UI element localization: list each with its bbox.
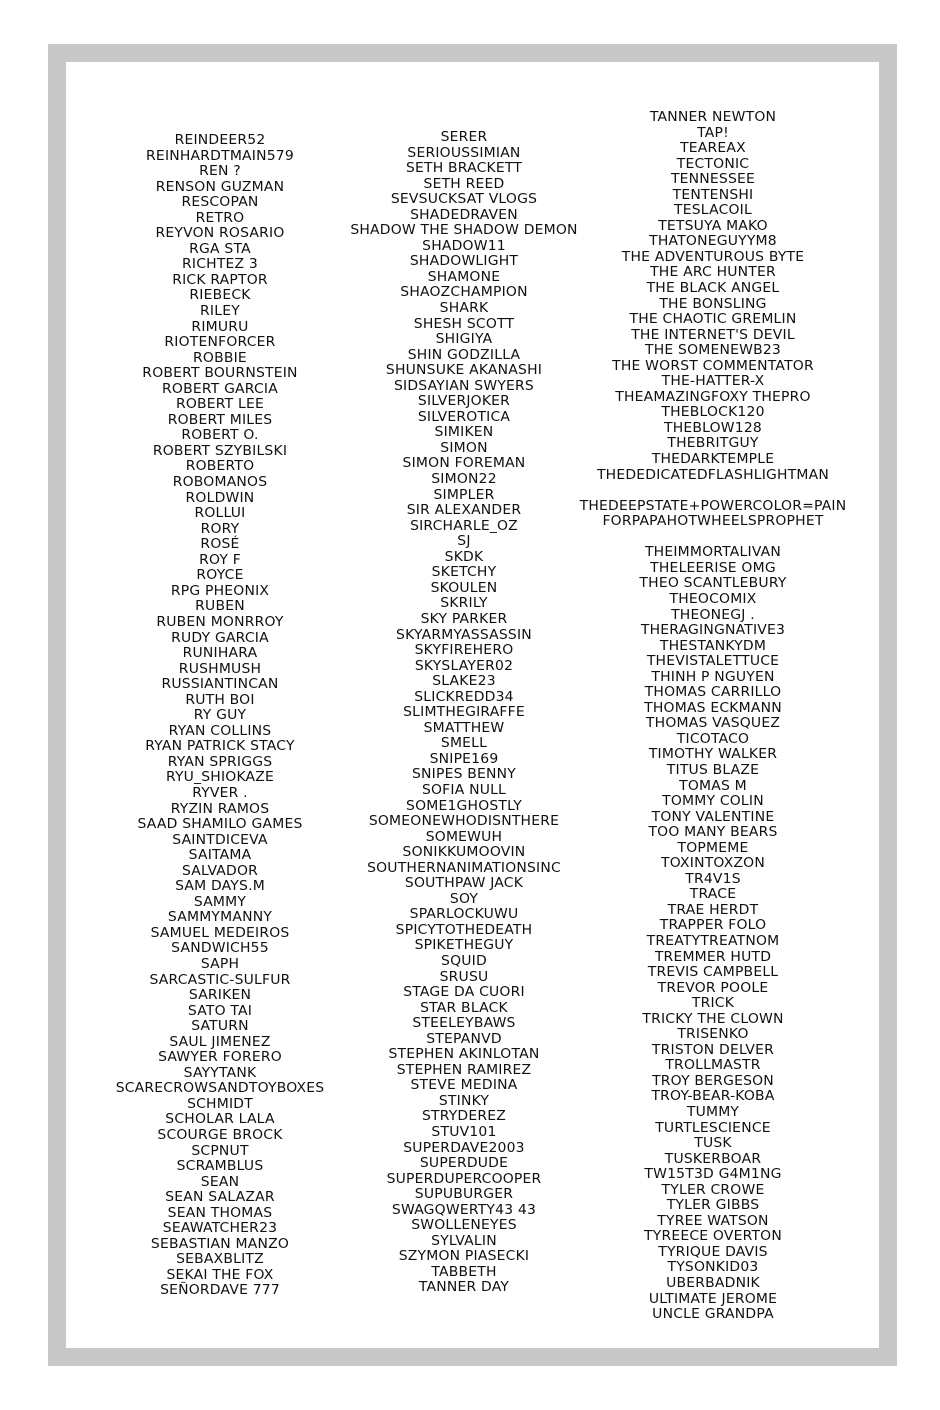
- credit-name: TYLER GIBBS: [666, 1198, 760, 1214]
- credit-name: THE WORST COMMENTATOR: [612, 358, 814, 374]
- credit-name: UBERBADNIK: [666, 1276, 760, 1292]
- credit-name: RUSSIANTINCAN: [161, 677, 279, 693]
- credit-name: THEBRITGUY: [667, 436, 759, 452]
- credit-name: SEAWATCHER23: [162, 1221, 278, 1237]
- credit-name: ROSÉ: [200, 537, 240, 553]
- credit-name: TREVIS CAMPBELL: [647, 965, 779, 981]
- credit-name: TOXINTOXZON: [661, 856, 765, 872]
- credit-name: SEKAI THE FOX: [166, 1267, 274, 1283]
- credit-name: STEPANVD: [426, 1031, 502, 1047]
- credit-name: RILEY: [200, 304, 240, 320]
- credit-name: STINKY: [438, 1093, 490, 1109]
- credit-name: STEELEYBAWS: [412, 1016, 516, 1032]
- credit-name: ULTIMATE JEROME: [648, 1291, 778, 1307]
- credit-name: SCPNUT: [191, 1143, 249, 1159]
- credit-name: SHAMONE: [427, 269, 501, 285]
- credit-name: SKOULEN: [430, 580, 498, 596]
- credit-name: TREMMER HUTD: [654, 949, 772, 965]
- credit-name: SONIKKUMOOVIN: [402, 845, 526, 861]
- credit-name: SAPH: [200, 956, 240, 972]
- credit-name: SLAKE23: [432, 674, 496, 690]
- credit-name: SKYFIREHERO: [414, 643, 514, 659]
- credit-name: RESCOPAN: [181, 195, 259, 211]
- credit-name: TUSK: [694, 1136, 732, 1152]
- credit-name: THEVISTALETTUCE: [646, 654, 780, 670]
- credit-name: THE CHAOTIC GREMLIN: [629, 312, 797, 328]
- credit-name: SHAOZCHAMPION: [400, 285, 528, 301]
- credit-name: SKRILY: [440, 596, 488, 612]
- credit-name: TITUS BLAZE: [666, 762, 760, 778]
- credit-name: SCARECROWSANDTOYBOXES: [115, 1081, 325, 1097]
- credit-name: SAUL JIMENEZ: [169, 1034, 271, 1050]
- credit-name: RIOTENFORCER: [164, 335, 276, 351]
- credit-name: SAAD SHAMILO GAMES: [137, 817, 303, 833]
- credit-name: RYVER .: [192, 785, 248, 801]
- credit-name: SWOLLENEYES: [411, 1218, 517, 1234]
- credit-name: SILVEROTICA: [417, 409, 511, 425]
- credit-name: TONY VALENTINE: [651, 809, 775, 825]
- credit-name: SKYARMYASSASSIN: [396, 627, 532, 643]
- credit-name: SEAN: [200, 1174, 240, 1190]
- credit-name: REINHARDTMAIN579: [146, 148, 294, 164]
- credit-name: SUPERDUDE: [419, 1156, 509, 1172]
- credit-name: THEOCOMIX: [669, 591, 757, 607]
- credit-name: TENTENSHI: [672, 187, 754, 203]
- credit-name: RETRO: [195, 210, 245, 226]
- credit-name: REN ?: [199, 164, 241, 180]
- credit-name: SJ: [457, 534, 471, 550]
- credit-name: THE BLACK ANGEL: [646, 281, 780, 297]
- credit-name: UNCLE GRANDPA: [652, 1307, 774, 1323]
- credit-name: TREATYTREATNOM: [646, 933, 780, 949]
- credit-name: TRAE HERDT: [667, 902, 759, 918]
- credit-name: ROBERTO: [185, 459, 255, 475]
- credit-name: SEÑORDAVE 777: [160, 1283, 280, 1299]
- credit-name: SAITAMA: [188, 848, 252, 864]
- credit-name: RGA STA: [189, 241, 251, 257]
- credit-name: SIMON FOREMAN: [402, 456, 526, 472]
- credit-name: ROYCE: [196, 568, 244, 584]
- credit-name: SAINTDICEVA: [172, 832, 268, 848]
- credit-name: TANNER DAY: [418, 1280, 510, 1296]
- credit-name: SYLVALIN: [431, 1233, 497, 1249]
- credit-name: ROBERT O.: [181, 428, 259, 444]
- credit-name: ROY F: [199, 552, 241, 568]
- credit-name: THEONEGJ .: [671, 607, 755, 623]
- credit-name: TURTLESCIENCE: [655, 1120, 771, 1136]
- credit-name: SHADOW11: [422, 238, 506, 254]
- credit-name: TIMOTHY WALKER: [648, 747, 778, 763]
- credit-name: STEVE MEDINA: [410, 1078, 518, 1094]
- credit-name: SAYYTANK: [183, 1065, 257, 1081]
- credit-name: SHARK: [439, 301, 489, 317]
- credit-name: STEPHEN RAMIREZ: [396, 1062, 532, 1078]
- credit-name: SEVSUCKSAT VLOGS: [390, 192, 538, 208]
- credit-name: SATO TAI: [187, 1003, 253, 1019]
- credit-name: RUDY GARCIA: [171, 630, 269, 646]
- credit-name: SKETCHY: [431, 565, 497, 581]
- credit-name: TREVOR POOLE: [657, 980, 769, 996]
- credits-page: [66, 62, 879, 1348]
- credit-name: TYREE WATSON: [657, 1213, 769, 1229]
- credit-name: SMELL: [440, 736, 488, 752]
- credit-name: SUPUBURGER: [414, 1187, 514, 1203]
- credit-name: THE ADVENTUROUS BYTE: [621, 249, 805, 265]
- credit-name: THOMAS CARRILLO: [644, 685, 782, 701]
- credit-name: SCRAMBLUS: [176, 1159, 264, 1175]
- credit-name: SOME1GHOSTLY: [406, 798, 522, 814]
- credit-name: SNIPES BENNY: [411, 767, 517, 783]
- credit-name: TANNER NEWTON: [649, 110, 777, 125]
- credit-name: SANDWICH55: [171, 941, 269, 957]
- credit-name: TYLER CROWE: [661, 1182, 765, 1198]
- credit-name: STAR BLACK: [420, 1000, 508, 1016]
- credit-name: SMATTHEW: [423, 720, 505, 736]
- credit-name: THE-HATTER-X: [661, 374, 765, 390]
- credit-name: TROY-BEAR-KOBA: [651, 1089, 775, 1105]
- credit-name: SIDSAYIAN SWYERS: [394, 378, 534, 394]
- credit-name: RICHTEZ 3: [182, 257, 258, 273]
- credit-name: SIMON22: [431, 472, 497, 488]
- credit-name: THE SOMENEWB23: [644, 343, 781, 359]
- credit-name: TYRIQUE DAVIS: [658, 1244, 768, 1260]
- credit-name: SEBASTIAN MANZO: [150, 1236, 290, 1252]
- credit-name: ROLLUI: [194, 506, 246, 522]
- credits-column-2: [337, 130, 591, 1296]
- credit-name: SWAGQWERTY43 43: [391, 1202, 537, 1218]
- credit-name: THEIMMORTALIVAN: [644, 545, 782, 561]
- credit-name: RYU_SHIOKAZE: [165, 770, 275, 786]
- credit-name: REYVON ROSARIO: [155, 226, 285, 242]
- credit-name: TYREECE OVERTON: [644, 1229, 782, 1245]
- credit-name: THERAGINGNATIVE3: [640, 623, 786, 639]
- credit-name: TRAPPER FOLO: [659, 918, 767, 934]
- credit-name: TOPMEME: [677, 840, 749, 856]
- credit-name: SILVERJOKER: [417, 394, 511, 410]
- credit-name: THESTANKYDM: [659, 638, 767, 654]
- credit-name: TRISTON DELVER: [651, 1042, 775, 1058]
- credit-name: SOFIA NULL: [421, 782, 507, 798]
- credit-name: TR4V1S: [685, 871, 741, 887]
- credit-name: SPICYTOTHEDEATH: [395, 922, 533, 938]
- credit-name: THATONEGUYYM8: [649, 234, 777, 250]
- credit-name: STEPHEN AKINLOTAN: [388, 1047, 540, 1063]
- credit-name: TUMMY: [686, 1105, 740, 1120]
- credit-name: SPIKETHEGUY: [414, 938, 514, 954]
- credit-name: SZYMON PIASECKI: [398, 1249, 530, 1265]
- credit-name: TUSKERBOAR: [664, 1151, 762, 1167]
- credit-name: SQUID: [441, 953, 487, 969]
- credit-name: ROBERT BOURNSTEIN: [142, 366, 298, 382]
- credit-name: SHADOW THE SHADOW DEMON: [350, 223, 578, 239]
- credit-name: SETH REED: [423, 176, 505, 192]
- credit-name: SPARLOCKUWU: [409, 907, 519, 923]
- credit-name: RYAN COLLINS: [168, 723, 272, 739]
- credit-name: THEDARKTEMPLE: [651, 452, 775, 468]
- credit-name: SEAN THOMAS: [167, 1205, 273, 1221]
- credit-name: THOMAS ECKMANN: [644, 700, 782, 716]
- credit-name: SARCASTIC-SULFUR: [149, 972, 291, 988]
- credit-name: TOMMY COLIN: [662, 794, 764, 810]
- credit-name: THEBLOCK120: [661, 405, 765, 421]
- credit-name: TRICK: [691, 996, 735, 1012]
- credit-name: TAP!: [697, 125, 729, 141]
- credit-name: RYAN PATRICK STACY: [145, 739, 295, 755]
- credit-name: TROY BERGESON: [652, 1073, 774, 1089]
- credit-name: ROBOMANOS: [172, 475, 268, 491]
- credit-name: SERIOUSSIMIAN: [407, 145, 521, 161]
- credit-name: STAGE DA CUORI: [403, 985, 525, 1001]
- credit-name: SOUTHPAW JACK: [404, 876, 524, 892]
- credit-name: THEDEEPSTATE+POWERCOLOR=PAIN: [579, 498, 847, 514]
- credit-name: STRYDEREZ: [421, 1109, 507, 1125]
- credit-name: ROBERT MILES: [167, 412, 273, 428]
- credit-name: RORY: [200, 521, 240, 537]
- credit-name: TW15T3D G4M1NG: [644, 1167, 782, 1183]
- credit-name: SEAN SALAZAR: [165, 1190, 275, 1206]
- credit-name: TOMAS M: [679, 778, 747, 794]
- credit-name: TRICKY THE CLOWN: [642, 1011, 784, 1027]
- credit-name: RUBEN: [195, 599, 245, 615]
- credit-name: SOY: [449, 891, 479, 907]
- credit-name: SKDK: [444, 549, 484, 565]
- credit-name: THELEERISE OMG: [650, 560, 776, 576]
- credit-name: SERER: [440, 130, 488, 145]
- credit-name: TOO MANY BEARS: [648, 825, 778, 841]
- credit-name: TRACE: [689, 887, 737, 903]
- credit-name: ROLDWIN: [185, 490, 255, 506]
- credit-name: SIMIKEN: [434, 425, 494, 441]
- credits-column-3: [567, 110, 858, 1323]
- credit-name: SAMMY: [193, 894, 247, 910]
- credit-name: SEBAXBLITZ: [176, 1252, 264, 1268]
- credit-name: SOMEWUH: [425, 829, 503, 845]
- credit-name: SARIKEN: [188, 988, 252, 1004]
- credit-name: SIR ALEXANDER: [406, 503, 522, 519]
- spacer: [567, 483, 858, 499]
- credit-name: THINH P NGUYEN: [651, 669, 775, 685]
- credit-name: SLICKREDD34: [414, 689, 514, 705]
- credit-name: SKY PARKER: [420, 611, 508, 627]
- credit-name: THOMAS VASQUEZ: [645, 716, 781, 732]
- credit-name: SHIN GODZILLA: [407, 347, 521, 363]
- credit-name: ROBERT LEE: [175, 397, 265, 413]
- credit-name: STUV101: [431, 1125, 497, 1140]
- credit-name: TESLACOIL: [674, 203, 752, 219]
- credit-name: SCOURGE BROCK: [157, 1128, 283, 1143]
- credit-name: TETSUYA MAKO: [658, 218, 768, 234]
- credit-name: SHIGIYA: [435, 332, 493, 348]
- credit-name: RICK RAPTOR: [172, 272, 268, 288]
- credit-name: THEDEDICATEDFLASHLIGHTMAN: [596, 467, 830, 483]
- credit-name: RUSHMUSH: [178, 661, 262, 677]
- page-frame: [48, 44, 897, 1366]
- credit-name: SAWYER FORERO: [158, 1050, 282, 1066]
- credit-name: SKYSLAYER02: [414, 658, 514, 674]
- credit-name: THEAMAZINGFOXY THEPRO: [615, 389, 811, 405]
- credit-name: RIEBECK: [189, 288, 251, 304]
- credit-name: TABBETH: [431, 1264, 497, 1280]
- credit-name: RPG PHEONIX: [170, 583, 270, 599]
- credit-name: SAMUEL MEDEIROS: [150, 925, 290, 941]
- credit-name: SRUSU: [439, 969, 489, 985]
- credit-name: TENNESSEE: [670, 172, 756, 188]
- credit-name: THEBLOW128: [664, 420, 762, 436]
- credit-name: SHUNSUKE AKANASHI: [385, 363, 543, 379]
- credit-name: RUTH BOI: [185, 692, 255, 708]
- credit-name: SAMMYMANNY: [167, 910, 273, 926]
- credit-name: THE BONSLING: [659, 296, 767, 312]
- credit-name: RYZIN RAMOS: [170, 801, 270, 817]
- credit-name: SIMPLER: [433, 487, 495, 503]
- credit-name: TYSONKID03: [667, 1260, 759, 1276]
- credit-name: SATURN: [191, 1019, 249, 1035]
- credit-name: RUNIHARA: [182, 646, 258, 662]
- credit-name: THE INTERNET'S DEVIL: [631, 327, 795, 343]
- credit-name: SCHMIDT: [187, 1096, 253, 1112]
- credit-name: TRISENKO: [677, 1027, 749, 1043]
- credit-name: SIRCHARLE_OZ: [410, 518, 518, 534]
- credit-name: REINDEER52: [174, 133, 266, 148]
- credit-name: ROBBIE: [193, 350, 247, 366]
- credit-name: TECTONIC: [676, 156, 750, 172]
- credit-name: TICOTACO: [676, 731, 750, 747]
- credit-name: TROLLMASTR: [665, 1058, 761, 1074]
- credit-name: TEAREAX: [680, 141, 746, 157]
- credits-column-1: [85, 133, 355, 1299]
- credit-name: SALVADOR: [181, 863, 259, 879]
- credit-name: SLIMTHEGIRAFFE: [403, 705, 525, 721]
- spacer: [567, 530, 858, 546]
- credit-name: ROBERT SZYBILSKI: [152, 443, 288, 459]
- credit-name: RYAN SPRIGGS: [167, 754, 273, 770]
- credit-name: SUPERDUPERCOOPER: [386, 1171, 542, 1187]
- credit-name: RIMURU: [191, 319, 249, 335]
- credit-name: SAM DAYS.M: [175, 879, 265, 895]
- credit-name: RUBEN MONRROY: [156, 614, 284, 630]
- credit-name: SOUTHERNANIMATIONSINC: [367, 860, 561, 876]
- credit-name: THEO SCANTLEBURY: [639, 576, 787, 592]
- credit-name: RENSON GUZMAN: [155, 179, 285, 195]
- credit-name: SOMEONEWHODISNTHERE: [368, 814, 560, 830]
- credit-name: SHADEDRAVEN: [410, 207, 518, 223]
- credit-name: SIMON: [440, 440, 488, 456]
- credit-name: SHESH SCOTT: [413, 316, 515, 332]
- credit-name: RY GUY: [193, 708, 247, 724]
- credit-name: SCHOLAR LALA: [165, 1112, 275, 1128]
- credit-name: SUPERDAVE2003: [403, 1140, 525, 1156]
- credit-name: ROBERT GARCIA: [162, 381, 278, 397]
- credit-name: SNIPE169: [429, 751, 499, 767]
- credit-name: FORPAPAHOTWHEELSPROPHET: [602, 514, 824, 530]
- credit-name: SETH BRACKETT: [405, 161, 523, 177]
- credit-name: SHADOWLIGHT: [409, 254, 519, 270]
- credit-name: THE ARC HUNTER: [650, 265, 776, 281]
